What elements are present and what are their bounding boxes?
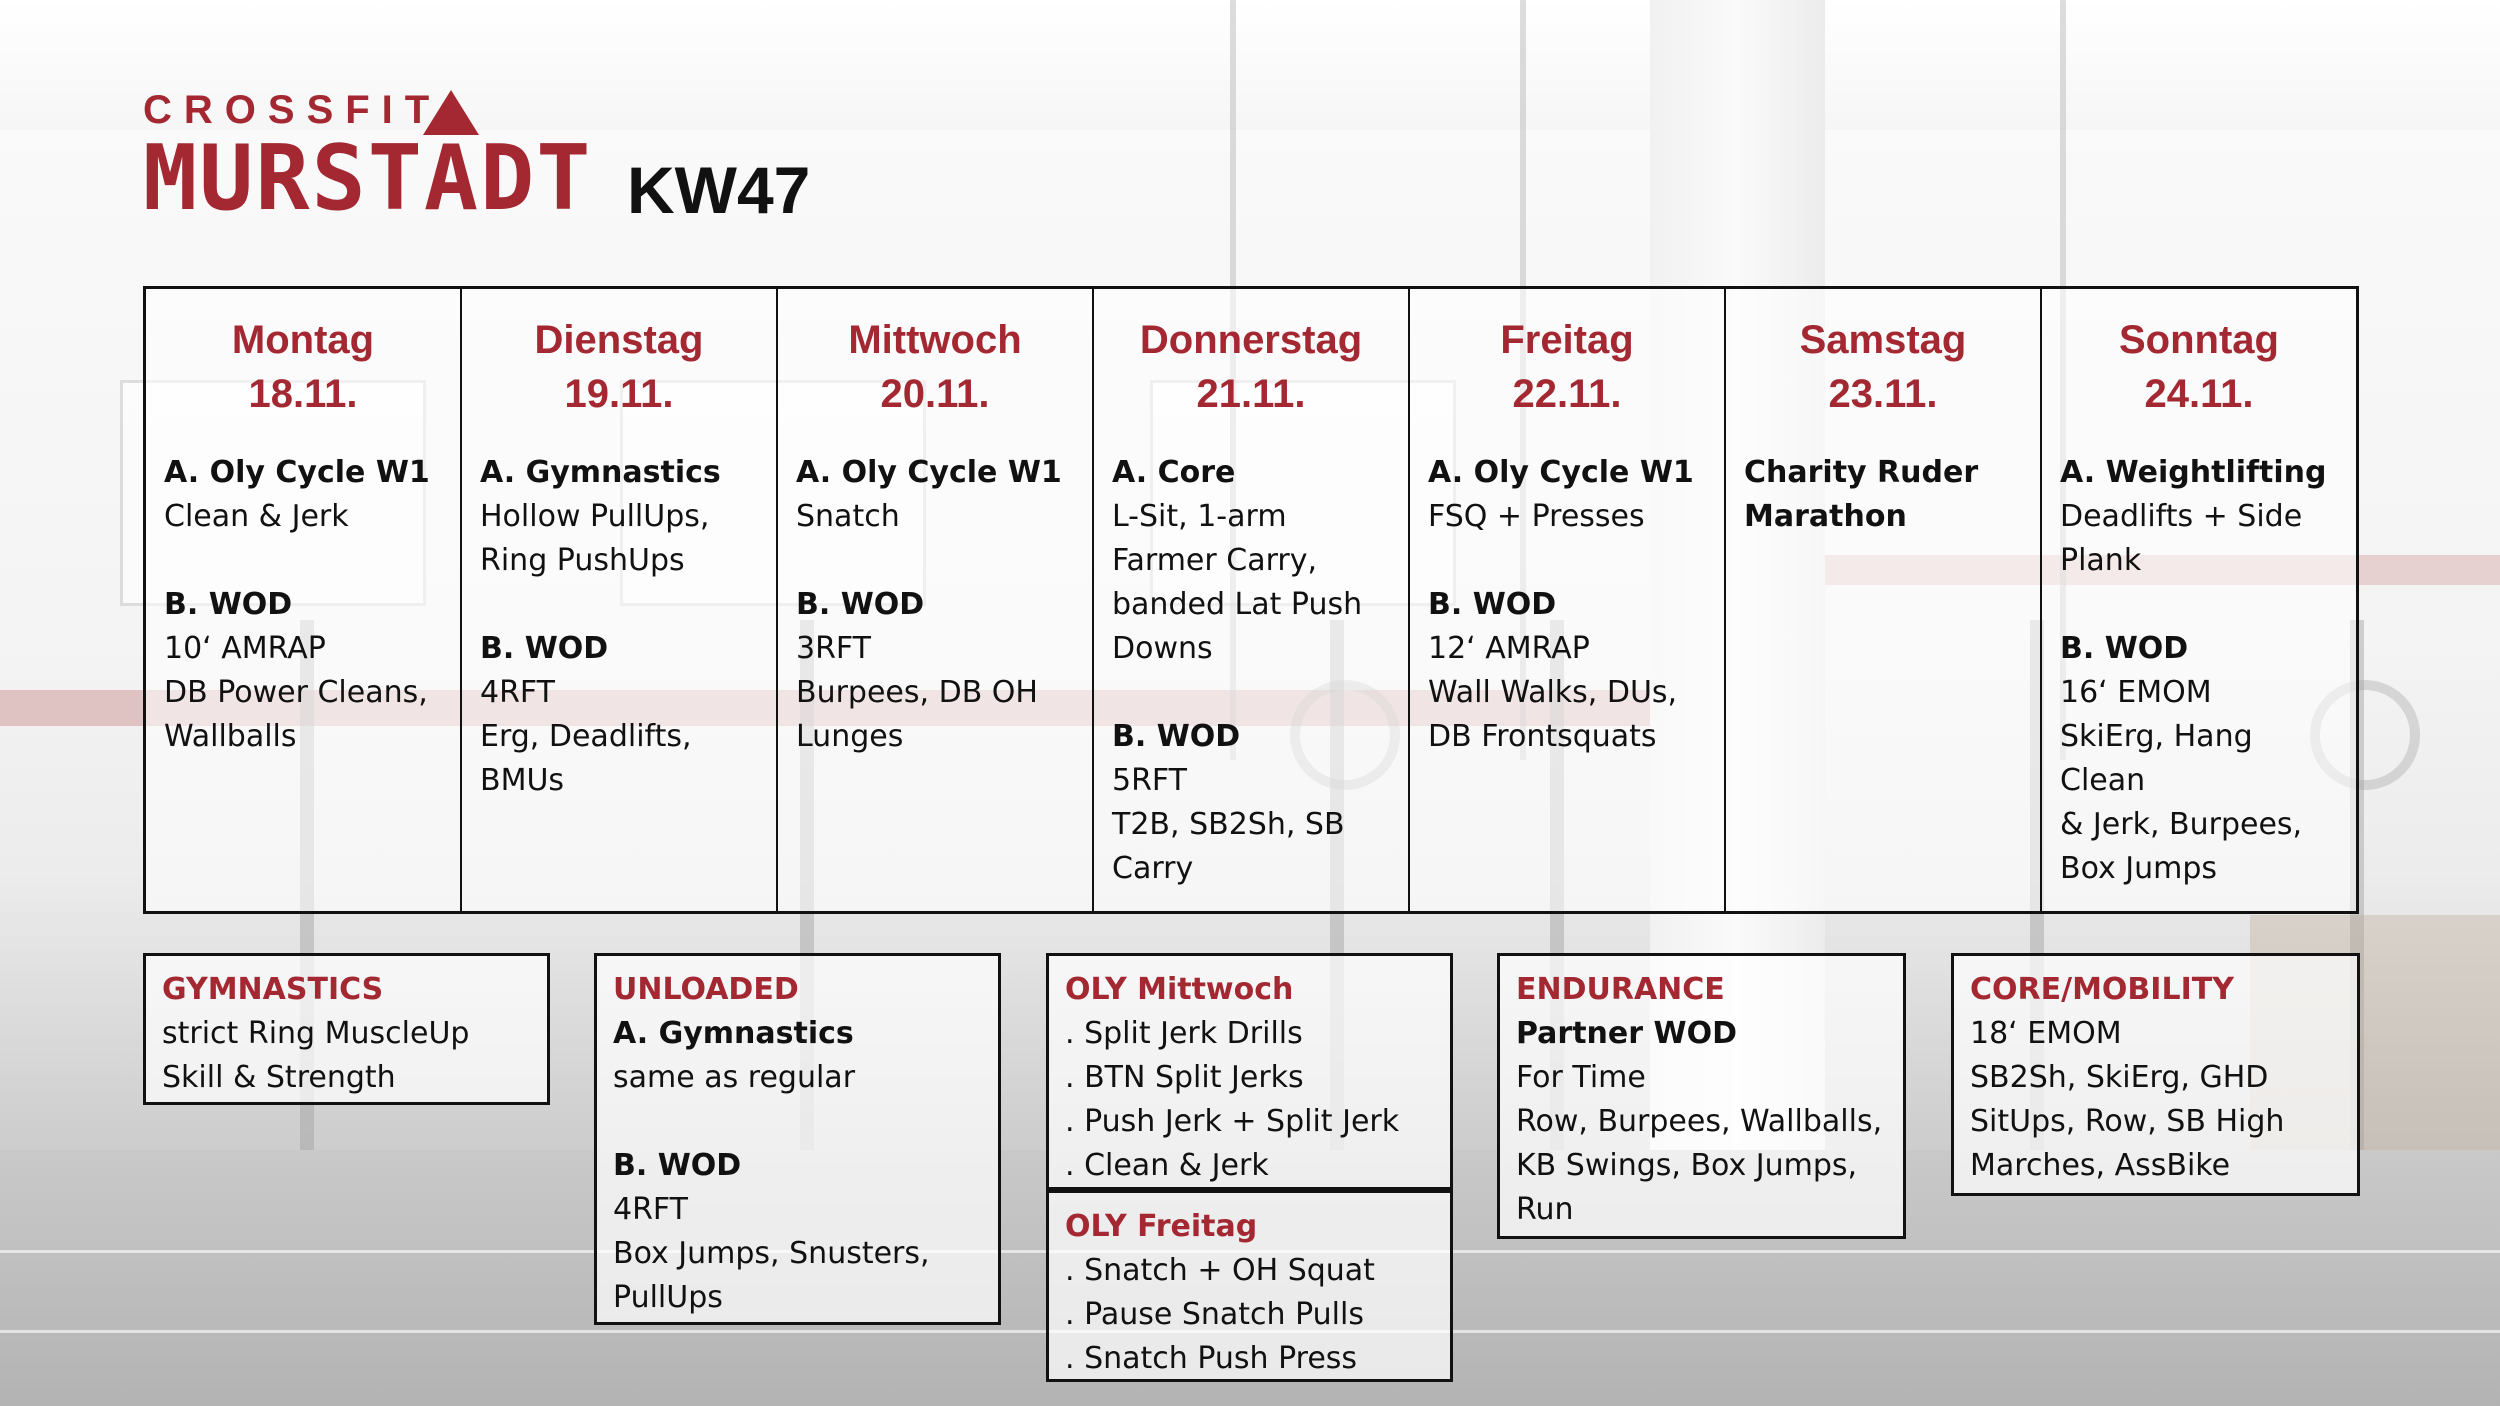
workout-line: PullUps: [613, 1280, 723, 1315]
day-name: Dienstag: [534, 318, 704, 362]
day-name: Samstag: [1799, 318, 1967, 362]
workout-line: 5RFT: [1112, 763, 1187, 798]
workout-line: SkiErg, Hang Clean: [2060, 719, 2253, 798]
workout-line: Box Jumps, Snusters,: [613, 1236, 930, 1271]
section-heading: A. Oly Cycle W1: [1428, 455, 1694, 490]
day-column-mittwoch: [778, 289, 1094, 911]
section-heading: A. Core: [1112, 455, 1236, 490]
spacer: [480, 583, 758, 627]
section-heading: Charity Ruder: [1744, 455, 1979, 490]
day-date: 18.11.: [248, 372, 358, 416]
spacer: [164, 539, 442, 583]
day-name: Sonntag: [2119, 318, 2279, 362]
section-heading: Partner WOD: [1516, 1016, 1738, 1051]
day-date: 24.11.: [2144, 372, 2254, 416]
day-name: Freitag: [1500, 318, 1634, 362]
logo-top-text: CROSSFIT: [143, 88, 442, 132]
day-workout: [2060, 451, 2338, 891]
gymnastics-box: [143, 953, 550, 1105]
box-title: ENDURANCE: [1516, 972, 1725, 1007]
tower-logo-icon: [423, 90, 479, 135]
day-workout: [1428, 451, 1706, 759]
workout-line: Box Jumps: [2060, 851, 2218, 886]
oly-mittwoch-box: [1046, 953, 1453, 1190]
workout-line: Deadlifts + Side: [2060, 499, 2303, 534]
day-column-samstag: [1726, 289, 2042, 911]
workout-line: banded Lat Push: [1112, 587, 1363, 622]
day-workout: [796, 451, 1074, 759]
day-date: 21.11.: [1196, 372, 1306, 416]
week-label: KW47: [627, 153, 811, 227]
workout-line: . Split Jerk Drills: [1065, 1016, 1303, 1051]
workout-line: 4RFT: [480, 675, 555, 710]
day-column-sonntag: [2042, 289, 2356, 911]
oly-freitag-box: [1046, 1187, 1453, 1382]
day-column-montag: [146, 289, 462, 911]
day-column-dienstag: [462, 289, 778, 911]
workout-line: Wallballs: [164, 719, 297, 754]
workout-line: Carry: [1112, 851, 1194, 886]
day-workout: [480, 451, 758, 803]
day-date: 20.11.: [880, 372, 990, 416]
day-column-freitag: [1410, 289, 1726, 911]
section-heading: A. Gymnastics: [480, 455, 721, 490]
day-date: 23.11.: [1828, 372, 1938, 416]
day-name: Montag: [231, 318, 375, 362]
day-date: 22.11.: [1512, 372, 1622, 416]
workout-line: Downs: [1112, 631, 1213, 666]
day-column-donnerstag: [1094, 289, 1410, 911]
section-heading: B. WOD: [613, 1148, 742, 1183]
workout-line: 3RFT: [796, 631, 871, 666]
box-title: OLY Mittwoch: [1065, 972, 1294, 1007]
workout-line: . Clean & Jerk: [1065, 1148, 1269, 1183]
crossfit-murstadt-logo: [143, 88, 593, 231]
workout-line: Farmer Carry,: [1112, 543, 1318, 578]
day-name: Mittwoch: [848, 318, 1022, 362]
section-heading: B. WOD: [480, 631, 609, 666]
workout-line: DB Frontsquats: [1428, 719, 1657, 754]
section-heading: A. Weightlifting: [2060, 455, 2327, 490]
spacer: [1428, 539, 1706, 583]
spacer: [796, 539, 1074, 583]
logo-bottom-text: MURSTADT: [143, 126, 593, 231]
day-workout: [1112, 451, 1390, 891]
box-title: UNLOADED: [613, 972, 799, 1007]
section-heading: B. WOD: [2060, 631, 2189, 666]
workout-line: . Pause Snatch Pulls: [1065, 1297, 1364, 1332]
day-workout: [164, 451, 442, 759]
section-heading: B. WOD: [164, 587, 293, 622]
workout-line: BMUs: [480, 763, 565, 798]
day-name: Donnerstag: [1139, 318, 1363, 362]
box-title: GYMNASTICS: [162, 972, 384, 1007]
section-heading: A. Oly Cycle W1: [796, 455, 1062, 490]
workout-line: Clean & Jerk: [164, 499, 349, 534]
workout-line: & Jerk, Burpees,: [2060, 807, 2303, 842]
workout-line: Plank: [2060, 543, 2142, 578]
section-heading: Marathon: [1744, 499, 1907, 534]
workout-line: 18‘ EMOM: [1970, 1016, 2122, 1051]
workout-line: L-Sit, 1-arm: [1112, 499, 1287, 534]
section-heading: B. WOD: [1112, 719, 1241, 754]
workout-line: Snatch: [796, 499, 900, 534]
section-heading: B. WOD: [1428, 587, 1557, 622]
core-mobility-box: [1951, 953, 2360, 1196]
workout-line: KB Swings, Box Jumps,: [1516, 1148, 1858, 1183]
workout-line: . Push Jerk + Split Jerk: [1065, 1104, 1400, 1139]
workout-line: 12‘ AMRAP: [1428, 631, 1590, 666]
workout-line: Run: [1516, 1192, 1574, 1227]
endurance-box: [1497, 953, 1906, 1239]
box-title: CORE/MOBILITY: [1970, 972, 2234, 1007]
workout-line: DB Power Cleans,: [164, 675, 428, 710]
workout-line: Wall Walks, DUs,: [1428, 675, 1678, 710]
unloaded-box: [594, 953, 1001, 1325]
workout-line: . Snatch Push Press: [1065, 1341, 1358, 1376]
workout-line: Row, Burpees, Wallballs,: [1516, 1104, 1883, 1139]
workout-line: Skill & Strength: [162, 1060, 396, 1095]
workout-line: same as regular: [613, 1060, 856, 1095]
workout-line: For Time: [1516, 1060, 1646, 1095]
spacer: [2060, 583, 2338, 627]
workout-line: strict Ring MuscleUp: [162, 1016, 470, 1051]
workout-line: SB2Sh, SkiErg, GHD: [1970, 1060, 2269, 1095]
workout-line: . BTN Split Jerks: [1065, 1060, 1304, 1095]
workout-line: 16‘ EMOM: [2060, 675, 2212, 710]
workout-line: FSQ + Presses: [1428, 499, 1645, 534]
workout-line: Lunges: [796, 719, 904, 754]
workout-line: 10‘ AMRAP: [164, 631, 326, 666]
workout-line: Marches, AssBike: [1970, 1148, 2231, 1183]
workout-line: Burpees, DB OH: [796, 675, 1038, 710]
spacer: [613, 1100, 982, 1144]
workout-line: Ring PushUps: [480, 543, 685, 578]
section-heading: A. Gymnastics: [613, 1016, 854, 1051]
day-date: 19.11.: [564, 372, 674, 416]
section-heading: A. Oly Cycle W1: [164, 455, 430, 490]
day-workout: [1744, 451, 2022, 539]
workout-line: T2B, SB2Sh, SB: [1112, 807, 1345, 842]
spacer: [1112, 671, 1390, 715]
workout-line: Hollow PullUps,: [480, 499, 710, 534]
box-title: OLY Freitag: [1065, 1209, 1258, 1244]
workout-line: . Snatch + OH Squat: [1065, 1253, 1375, 1288]
weekly-schedule-table: [143, 286, 2359, 914]
workout-line: Erg, Deadlifts,: [480, 719, 692, 754]
workout-line: SitUps, Row, SB High: [1970, 1104, 2285, 1139]
workout-line: 4RFT: [613, 1192, 688, 1227]
section-heading: B. WOD: [796, 587, 925, 622]
